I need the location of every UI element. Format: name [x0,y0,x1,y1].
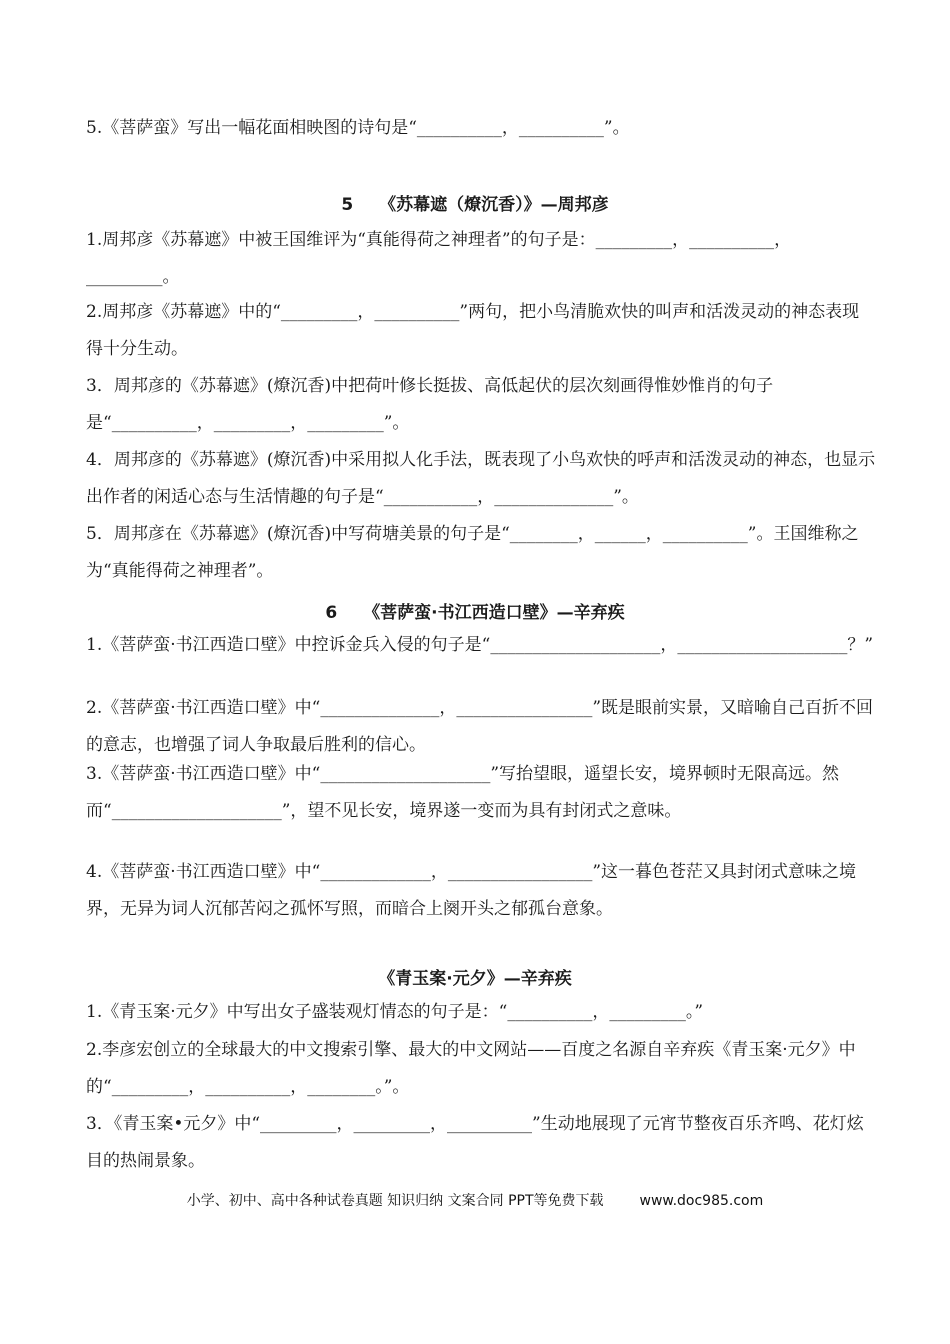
section-5-question-4: 4．周邦彦的《苏幕遮》(燎沉香)中采用拟人化手法，既表现了小鸟欢快的呼声和活泼灵动的神态，也显示出作者的闲适心态与生活情趣的句子是“___________，______________”。 [86,450,876,507]
section-5-heading [0,190,950,215]
section-7-question-1: 1.《青玉案·元夕》中写出女子盛装观灯情态的句子是：“__________，_________。” [86,1002,704,1022]
top-question-5: 5.《菩萨蛮》写出一幅花面相映图的诗句是“__________，__________”。 [86,118,630,138]
section-7-question-2: 2.李彦宏创立的全球最大的中文搜索引擎、最大的中文网站——百度之名源自辛弃疾《青玉案·元夕》中的“_________，__________，________。”。 [86,1040,856,1097]
section-6-title: 《菩萨蛮·书江西造口壁》—辛弃疾 [363,603,625,623]
section-6-heading [0,598,950,623]
footer-site[interactable]: www.doc985.com [639,1193,764,1209]
section-5-question-5: 5．周邦彦在《苏幕遮》(燎沉香)中写荷塘美景的句子是“________，______，__________”。王国维称之为“真能得荷之神理者”。 [86,524,859,581]
section-5-question-1: 1.周邦彦《苏幕遮》中被王国维评为“真能得荷之神理者”的句子是：_________，__________，_________。 [86,230,792,287]
section-6-question-4: 4.《菩萨蛮·书江西造口壁》中“_____________，_________________”这一暮色苍茫又具封闭式意味之境界，无异为词人沉郁苦闷之孤怀写照，而暗合上阕开头之郁孤台意象。 [86,862,857,919]
section-5-question-3: 3．周邦彦的《苏幕遮》(燎沉香)中把荷叶修长挺拔、高低起伏的层次刻画得惟妙惟肖的句子是“__________，_________，_________”。 [86,376,774,433]
section-6-question-3: 3.《菩萨蛮·书江西造口壁》中“____________________”写抬望眼，遥望长安，境界顿时无限高远。然而“____________________”，望不见长安，境界遂一变而为具有封闭式之意味。 [86,764,840,821]
section-5-number: 5 [341,195,354,215]
section-7-title: 《青玉案·元夕》—辛弃疾 [378,969,572,989]
section-6-number: 6 [325,603,338,623]
section-5-question-2: 2.周邦彦《苏幕遮》中的“_________，__________”两句，把小鸟清脆欢快的叫声和活泼灵动的神态表现得十分生动。 [86,302,860,359]
section-5-title: 《苏幕遮（燎沉香）》—周邦彦 [379,195,609,215]
section-6-question-2: 2.《菩萨蛮·书江西造口壁》中“______________，________________”既是眼前实景，又暗喻自己百折不回的意志，也增强了词人争取最后胜利的信心。 [86,698,874,755]
section-6-question-1: 1.《菩萨蛮·书江西造口壁》中控诉金兵入侵的句子是“____________________，____________________？” [86,635,874,655]
footer-text: 小学、初中、高中各种试卷真题 知识归纳 文案合同 PPT等免费下载 [186,1193,604,1209]
section-7-question-3: 3．《青玉案•元夕》中“_________，_________，__________”生动地展现了元宵节整夜百乐齐鸣、花灯炫目的热闹景象。 [86,1114,864,1171]
page-footer [0,1190,950,1210]
